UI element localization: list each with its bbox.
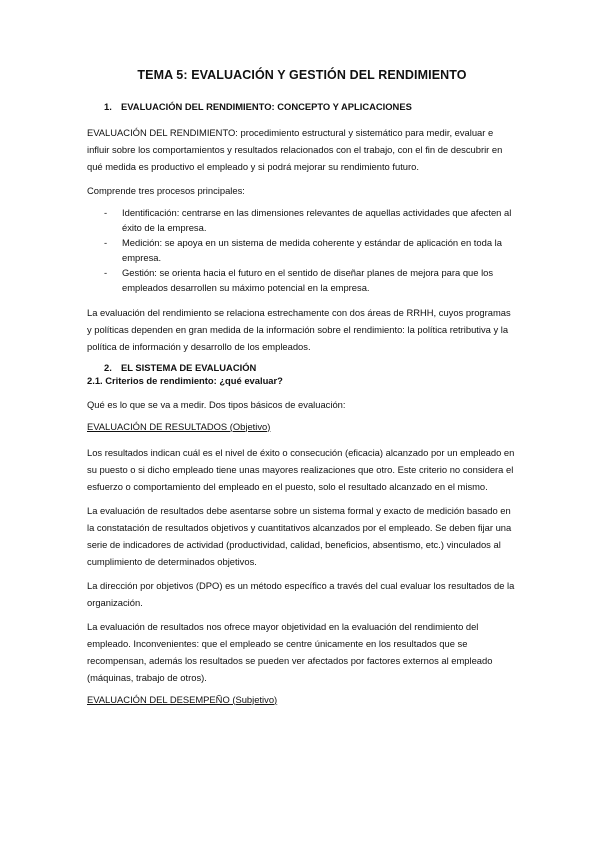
process-list bbox=[87, 206, 517, 296]
section-1-closing: La evaluación del rendimiento se relaciona estrechamente con dos áreas de RRHH, cuyos programas y políticas dependen en gran medida de la información sobre el rendimiento: la política retributiva y la política de información y desarrollo de los empleados. bbox=[87, 306, 511, 352]
bullet-dash: - bbox=[104, 237, 108, 249]
section-2-intro: Qué es lo que se va a medir. Dos tipos básicos de evaluación: bbox=[87, 398, 346, 410]
section-1-heading bbox=[104, 101, 517, 112]
paragraph: La evaluación de resultados nos ofrece mayor objetividad en la evaluación del rendimiento del empleado. Inconvenientes: que el empleado se centre únicamente en los resultados que se recompensan, además los resultados se pueden ver afectados por factores externos al empleado (máquinas, trabajo de otros). bbox=[87, 620, 493, 683]
document-title: TEMA 5: EVALUACIÓN Y GESTIÓN DEL RENDIMIENTO bbox=[137, 68, 467, 82]
list-item bbox=[87, 266, 517, 295]
section-1-number: 1. bbox=[104, 101, 112, 112]
section-2-heading bbox=[104, 362, 517, 373]
subsection-2-1-heading bbox=[87, 375, 517, 386]
section-1-definition: EVALUACIÓN DEL RENDIMIENTO: procedimiento estructural y sistemático para medir, evaluar e influir sobre los comportamientos y resultados relacionados con el trabajo, con el fin de descubrir en qué medida es productivo el empleado y si podrá mejorar su rendimiento futuro. bbox=[87, 127, 503, 172]
performance-evaluation-heading: EVALUACIÓN DEL DESEMPEÑO (Subjetivo) bbox=[87, 693, 278, 705]
paragraph: Los resultados indican cuál es el nivel de éxito o consecución (eficacia) alcanzado por un empleado en su puesto o si dicho empleado tiene unas mayores realizaciones que otro. Este criterio no considera el esfuerzo o comportamiento del empleado en el puesto, solo el resultado alcanzado en el mismo. bbox=[87, 446, 515, 492]
paragraph: La evaluación de resultados debe asentarse sobre un sistema formal y exacto de medición basado en la constatación de resultados objetivos y cuantitativos alcanzados por el empleado. Se deben fijar una serie de indicadores de actividad (productividad, calidad, beneficios, absentismo, etc.) vinculados al cumplimiento de determinados objetivos. bbox=[87, 504, 512, 567]
subsection-number: 2.1. bbox=[87, 374, 103, 386]
list-item-text: Medición: se apoya en un sistema de medida coherente y estándar de aplicación en toda la empresa. bbox=[122, 237, 502, 263]
list-item bbox=[87, 236, 517, 265]
list-item-text: Identificación: centrarse en las dimensiones relevantes de aquellas actividades que afecten al éxito de la empresa. bbox=[122, 207, 512, 233]
subsection-title: Criterios de rendimiento: ¿qué evaluar? bbox=[105, 374, 283, 386]
section-2-number: 2. bbox=[104, 361, 112, 373]
section-1-heading-text: EVALUACIÓN DEL RENDIMIENTO: CONCEPTO Y APLICACIONES bbox=[121, 101, 412, 112]
list-item-text: Gestión: se orienta hacia el futuro en el sentido de diseñar planes de mejora para que los empleados desarrollen su máximo potencial en la empresa. bbox=[122, 267, 494, 293]
section-1-intro: Comprende tres procesos principales: bbox=[87, 185, 245, 196]
results-evaluation-heading: EVALUACIÓN DE RESULTADOS (Objetivo) bbox=[87, 420, 271, 432]
list-item bbox=[87, 206, 517, 235]
bullet-dash: - bbox=[104, 267, 108, 279]
document-body bbox=[87, 68, 517, 717]
section-2-heading-text: EL SISTEMA DE EVALUACIÓN bbox=[121, 361, 257, 373]
paragraph: La dirección por objetivos (DPO) es un método específico a través del cual evaluar los resultados de la organización. bbox=[87, 579, 515, 608]
bullet-dash: - bbox=[104, 207, 108, 218]
